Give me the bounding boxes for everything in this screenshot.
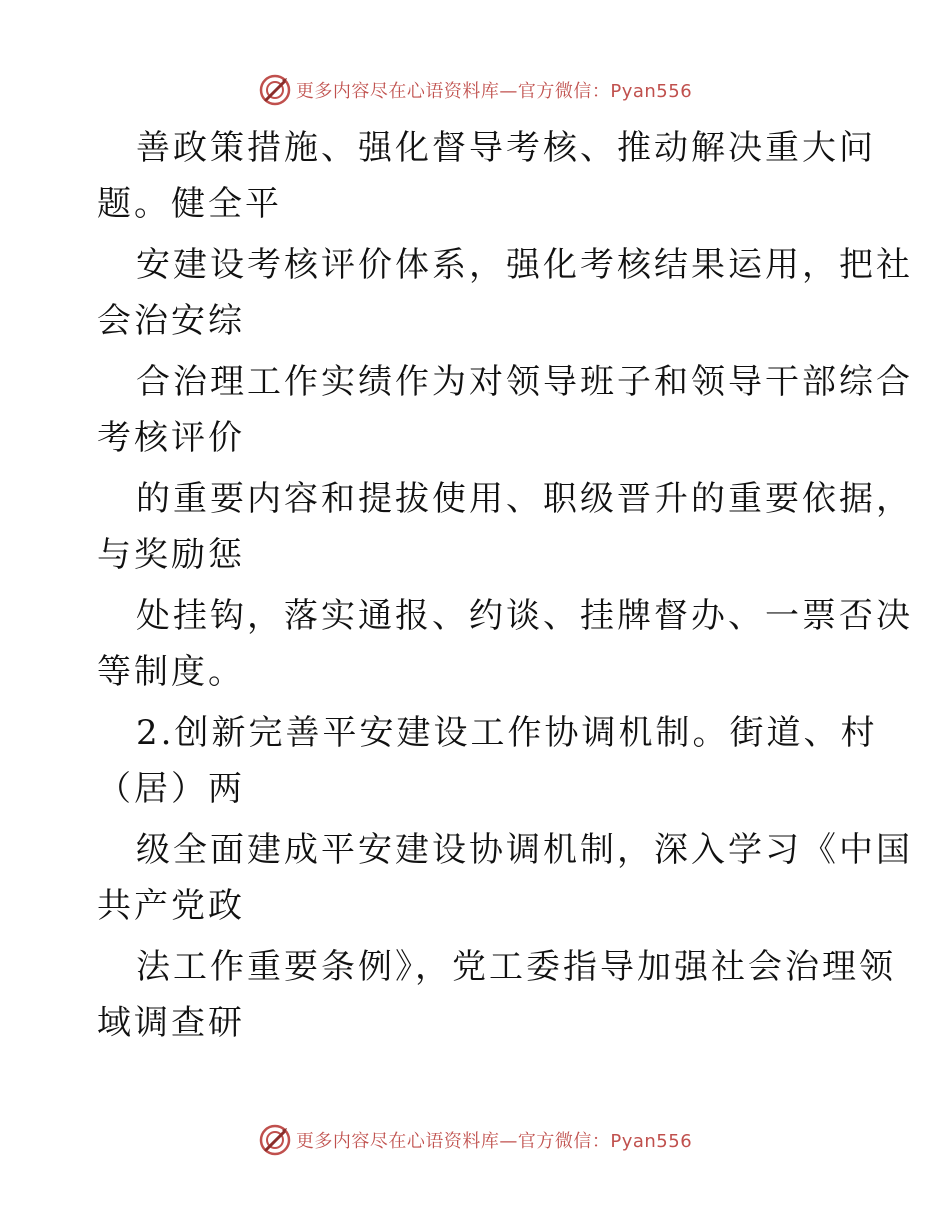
body-line: 善政策措施、强化督导考核、推动解决重大问 xyxy=(136,128,876,168)
body-line: 级全面建成平安建设协调机制，深入学习《中国 xyxy=(136,830,913,870)
body-line: 处挂钩，落实通报、约谈、挂牌督办、一票否决 xyxy=(136,596,913,636)
header-watermark xyxy=(0,70,950,110)
body-line: 与奖励惩 xyxy=(97,535,245,575)
body-line: 法工作重要条例》，党工委指导加强社会治理领 xyxy=(136,947,896,987)
body-line: （居）两 xyxy=(97,769,245,809)
watermark-text: 更多内容尽在心语资料库—官方微信：Pyan556 xyxy=(295,81,693,102)
watermark-text: 更多内容尽在心语资料库—官方微信：Pyan556 xyxy=(295,1131,693,1152)
body-line: 等制度。 xyxy=(97,652,245,692)
body-line: 的重要内容和提拔使用、职级晋升的重要依据， xyxy=(136,479,913,519)
body-line: 共产党政 xyxy=(97,886,245,926)
footer-watermark xyxy=(0,1120,950,1160)
watermark-logo-icon xyxy=(258,1123,292,1157)
body-line: 合治理工作实绩作为对领导班子和领导干部综合 xyxy=(136,362,913,402)
body-line: 题。健全平 xyxy=(97,184,282,224)
body-line: 考核评价 xyxy=(97,418,245,458)
body-line: 会治安综 xyxy=(97,301,245,341)
body-line: 2.创新完善平安建设工作协调机制。街道、村 xyxy=(136,713,878,753)
body-line: 域调查研 xyxy=(97,1003,245,1043)
body-line: 安建设考核评价体系，强化考核结果运用，把社 xyxy=(136,245,913,285)
watermark-logo-icon xyxy=(258,73,292,107)
